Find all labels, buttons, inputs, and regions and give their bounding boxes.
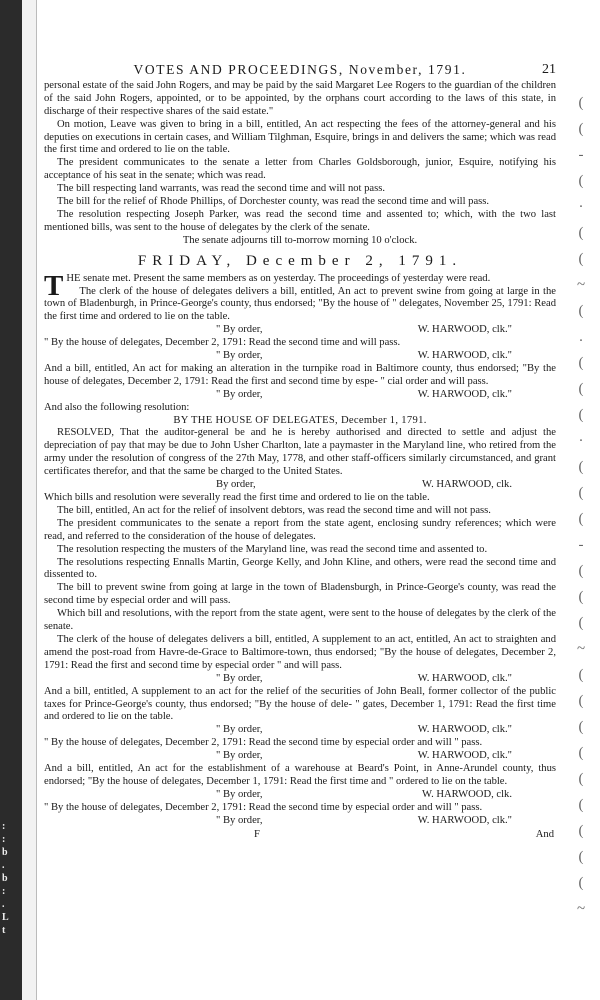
clerk-signature: W. HARWOOD, clk."	[417, 350, 512, 362]
signature-line	[44, 673, 556, 686]
signature-line	[44, 724, 556, 737]
paragraph: The resolution respecting the musters of the Maryland line, was read the second time and assented to.	[57, 543, 488, 555]
signature-mark: F	[254, 828, 260, 840]
clerk-signature: W. HARWOOD, clk."	[417, 750, 512, 762]
paragraph: And also the following resolution:	[44, 401, 190, 413]
by-order: By order,	[216, 479, 256, 491]
paragraph: Which bill and resolutions, with the report from the state agent, were sent to the house of delegates by the clerk of the senate.	[44, 608, 556, 633]
paragraph: personal estate of the said John Rogers, and may be paid by the said Margaret Lee Rogers to the guardian of the children of the said John Rogers, appointed, or to be appointed, by the orphans court according to the laws of this state, in discharge of their respective shares of the said estate."	[44, 79, 556, 117]
page-title: VOTES AND PROCEEDINGS, November, 1791.	[133, 62, 467, 77]
paragraph: The bill for the relief of Rhode Phillips, of Dorchester county, was read the second time and will pass.	[57, 196, 490, 208]
document-page	[44, 64, 556, 841]
drop-cap: T	[44, 269, 64, 302]
by-order: " By order,	[216, 750, 263, 762]
clerk-signature: W. HARWOOD, clk."	[417, 324, 512, 336]
paragraph: And a bill, entitled, An act for making an alteration in the turnpike road in Baltimore county, thus endorsed; "By the house of delegates, December 2, 1791: Read the first and second time by espe- " cial order and will pass.	[44, 362, 556, 387]
paragraph: On motion, Leave was given to bring in a bill, entitled, An act respecting the fees of the attorney-general and his deputies on executions in certain cases, and William Tilghman, Esquire, brings in and delivers the same; which was read the first time and ordered to lie on the table.	[44, 118, 556, 156]
resolution-text: RESOLVED, That the auditor-general be and he is hereby authorised and directed to settle and adjust the depreciation of pay that may be due to John Usher Charlton, late a paymaster in the Maryland line, who retired from the army under the resolution of congress of the 27th May, 1778, and other staff-officers similarly circumstanced, and grant certificates therefor, and that the same be charged to the United States.	[44, 427, 556, 478]
paragraph: The resolutions respecting Ennalls Martin, George Kelly, and John Kline, and others, were read the second time and dissented to.	[44, 556, 556, 581]
paragraph: The bill respecting land warrants, was read the second time and will not pass.	[57, 183, 386, 195]
clerk-signature: W. HARWOOD, clk."	[417, 672, 512, 684]
signature-line	[44, 789, 556, 802]
signature-line	[44, 479, 556, 492]
paragraph: The resolution respecting Joseph Parker, was read the second time and assented to; which, with the two last mentioned bills, was sent to the house of delegates by the clerk of the senate.	[44, 208, 556, 233]
scan-right-margin-marks: ( ( - ( · ( ( ~ ( . ( ( ( · ( ( ( - ( ( ( ~ ( ( ( ( ( ( ( ( ( ~	[576, 95, 586, 917]
paragraph: The clerk of the house of delegates delivers a bill, entitled, A supplement to an act, entitled, An act to straighten and amend the post-road from Havre-de-Grace to Baltimore-town, thus endorsed; "By the house of delegates, December 2, 1791: Read the first and second time by especial order " and will pass.	[44, 633, 556, 671]
resolution-heading: BY THE HOUSE OF DELEGATES, December 1, 1791.	[173, 414, 427, 426]
by-order: " By order,	[216, 724, 263, 736]
paragraph: The clerk of the house of delegates delivers a bill, entitled, An act to prevent swine from going at large in the town of Bladenburgh, in Prince-George's county, thus endorsed; "By the house of " delegates, November 25, 1791: Read the first time and ordered to lie on the table.	[44, 285, 556, 323]
scan-edge-marks: : : b . b : . L t	[2, 821, 9, 936]
paragraph: And a bill, entitled, A supplement to an act for the relief of the securities of John Beall, former collector of the public taxes for Prince-George's county, thus endorsed; "By the house of dele- " gates, December 1, 1791: Read the first time and ordered to lie on the table.	[44, 685, 556, 723]
clerk-signature: W. HARWOOD, clk."	[417, 724, 512, 736]
day-heading	[44, 252, 556, 269]
paragraph: The president communicates to the senate a letter from Charles Goldsborough, junior, Esquire, notifying his acceptance of his seat in the senate; which was read.	[44, 157, 556, 182]
signature-line	[44, 815, 556, 828]
clerk-signature: W. HARWOOD, clk.	[422, 479, 512, 491]
by-order: " By order,	[216, 388, 263, 400]
by-order: " By order,	[216, 350, 263, 362]
page-footer	[44, 829, 556, 842]
adjournment-line: The senate adjourns till to-morrow morning 10 o'clock.	[182, 234, 418, 246]
clerk-signature: W. HARWOOD, clk."	[417, 388, 512, 400]
opening-paragraph	[44, 269, 556, 302]
paragraph: " By the house of delegates, December 2, 1791: Read the second time by especial order and will " pass.	[44, 737, 483, 749]
running-head	[44, 64, 556, 77]
by-order: " By order,	[216, 788, 263, 800]
signature-line	[44, 389, 556, 402]
by-order: " By order,	[216, 672, 263, 684]
by-order: " By order,	[216, 814, 263, 826]
paragraph: The bill, entitled, An act for the relief of insolvent debtors, was read the second time and will not pass.	[57, 504, 491, 516]
opening-text: HE senate met. Present the same members as on yesterday. The proceedings of yesterday were read.	[66, 272, 491, 284]
paragraph: " By the house of delegates, December 2, 1791: Read the second time by especial order and will " pass.	[44, 801, 483, 813]
day-heading-text: FRIDAY, December 2, 1791.	[137, 252, 463, 269]
clerk-signature: W. HARWOOD, clk."	[417, 814, 512, 826]
paragraph: Which bills and resolution were severally read the first time and ordered to lie on the table.	[44, 492, 430, 503]
signature-line	[44, 750, 556, 763]
paragraph: And a bill, entitled, An act for the establishment of a warehouse at Beard's Point, in Anne-Arundel county, thus endorsed; "By the house of delegates, December 1, 1791: Read the first time and " ordered to lie on the table.	[44, 763, 556, 787]
by-order: " By order,	[216, 324, 263, 336]
scan-left-edge	[0, 0, 22, 1000]
paragraph: The bill to prevent swine from going at large in the town of Bladensburgh, in Prince-George's county, was read the second time by especial order and will pass.	[44, 582, 556, 607]
signature-line	[44, 350, 556, 363]
signature-line	[44, 324, 556, 337]
scan-gutter	[22, 0, 37, 1000]
catchword: And	[535, 828, 554, 840]
page-number: 21	[542, 62, 556, 77]
paragraph: " By the house of delegates, December 2, 1791: Read the second time and will pass.	[44, 337, 401, 349]
clerk-signature: W. HARWOOD, clk.	[422, 788, 512, 800]
paragraph: The president communicates to the senate a report from the state agent, enclosing sundry references; which were read, and referred to the consideration of the house of delegates.	[44, 517, 556, 542]
